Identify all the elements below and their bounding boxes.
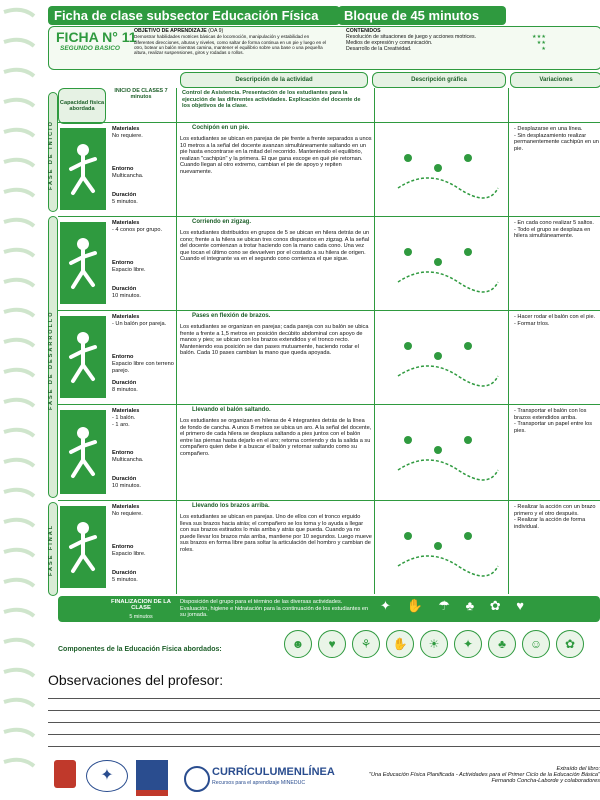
curriculum-logo-text: CURRÍCULUMENLÍNEA bbox=[212, 766, 335, 778]
variaciones-text: - En cada cono realizar 5 saltos. - Todo el grupo se desplaza en hilera simultáneamente. bbox=[514, 220, 594, 240]
phase-label-desarrollo: FASE DE DESARROLLO bbox=[48, 310, 54, 410]
col-grafica: Descripción gráfica bbox=[372, 72, 506, 88]
curriculum-logo-sub: Recursos para el aprendizaje MINEDUC bbox=[212, 780, 306, 786]
component-icon-1: ☻ bbox=[284, 630, 312, 658]
activity-description: Los estudiantes se ubican en parejas. Uno de ellos con el tronco erguido lleva sus brazos hacia atrás; el compañero se los toma y lo ayuda a llegar con sus brazos estirados lo más arriba y atrás que pueda. Cuando ya no puede llevar los brazos más arriba, mantiene por 10 segundos. Luego mueve sus brazos en forma libre para soltar la articulación del hombro y cambian de roles. bbox=[180, 514, 372, 553]
obs-line bbox=[48, 734, 600, 735]
materiales-value: - Un balón por pareja. bbox=[112, 321, 167, 327]
capacidad-figure bbox=[60, 222, 106, 304]
contenido-stars: ★★ bbox=[536, 40, 546, 47]
activity-diagram-icon bbox=[378, 222, 506, 302]
materiales-value: - 1 balón. - 1 aro. bbox=[112, 415, 136, 428]
child-figure-icon bbox=[65, 235, 101, 291]
child-figure-icon bbox=[65, 519, 101, 575]
col-inicio: INICIO DE CLASES 7 minutos bbox=[114, 88, 168, 100]
university-logo: ✦ bbox=[86, 760, 128, 792]
phase-label-inicio: FASE DE INICIO bbox=[48, 120, 54, 190]
duracion-value: 10 minutos. bbox=[112, 293, 141, 299]
activity-title: Pases en flexión de brazos. bbox=[192, 313, 271, 319]
obs-line bbox=[48, 710, 600, 711]
entorno-label: Entorno bbox=[112, 544, 134, 550]
duracion-value: 5 minutos. bbox=[112, 577, 138, 583]
materiales-label: Materiales bbox=[112, 220, 140, 226]
materiales-label: Materiales bbox=[112, 504, 140, 510]
duracion-label: Duración bbox=[112, 286, 137, 292]
curriculum-logo-icon bbox=[184, 766, 210, 792]
component-icon-7: ♣ bbox=[488, 630, 516, 658]
duracion-label: Duración bbox=[112, 570, 137, 576]
contenidos-label: CONTENIDOS bbox=[346, 28, 381, 34]
activity-diagram-icon bbox=[378, 128, 506, 208]
ficha-number: FICHA N° 11 bbox=[56, 29, 137, 45]
mineduc-logo bbox=[136, 760, 168, 796]
variaciones-text: - Hacer rodar el balón con el pie. - Formar tríos. bbox=[514, 314, 596, 327]
activity-diagram-icon bbox=[378, 316, 506, 396]
duracion-value: 5 minutos. bbox=[112, 199, 138, 205]
capacidad-figure bbox=[60, 506, 106, 588]
observaciones-label: Observaciones del profesor: bbox=[48, 672, 224, 688]
component-icon-2: ♥ bbox=[318, 630, 346, 658]
components-label: Componentes de la Educación Física abordados: bbox=[58, 646, 222, 653]
activity-title: Llevando los brazos arriba. bbox=[192, 503, 270, 509]
objetivo-code: (OA 9) bbox=[208, 28, 224, 34]
activity-description: Los estudiantes se organizan en parejas; cada pareja con su balón se ubica frente a frente a 1,5 metros en posición decúbito abdominal con apoyo de manos y pies; se ubican con los brazos extendidos y el tronco recto. Manteniendo esa posición se dan pases mutuamente, haciendo rodar el balón. Cada 10 pases cambian la mano que queda apoyada. bbox=[180, 324, 369, 357]
chile-seal-logo bbox=[54, 760, 76, 788]
col-variaciones: Variaciones bbox=[510, 72, 600, 88]
contenido-stars: ★★★ bbox=[532, 34, 546, 41]
materiales-label: Materiales bbox=[112, 314, 140, 320]
source-line-2: "Una Educación Física Planificada - Actividades para el Primer Ciclo de la Educación Básica" bbox=[368, 772, 600, 778]
materiales-label: Materiales bbox=[112, 126, 140, 132]
materiales-value: - 4 conos por grupo. bbox=[112, 227, 163, 233]
activity-graphic bbox=[378, 506, 506, 586]
intro-text: Control de Asistencia. Presentación de los estudiantes para la ejecución de las diferentes actividades. Explicación del docente de los objetivos de la clase. bbox=[182, 90, 361, 110]
materiales-value: No requiere. bbox=[112, 133, 143, 139]
child-figure-icon bbox=[65, 329, 101, 385]
final-label: FINALIZACION DE LA CLASE bbox=[111, 599, 171, 611]
final-icons: ✦ ✋ ☂ ♣ ✿ ♥ bbox=[380, 598, 530, 613]
entorno-label: Entorno bbox=[112, 450, 134, 456]
activity-graphic bbox=[378, 222, 506, 302]
variaciones-text: - Desplazarse en una línea. - Sin desplazamiento realizar permanentemente cachipún en un pie. bbox=[514, 126, 599, 152]
duracion-value: 10 minutos. bbox=[112, 483, 141, 489]
entorno-value: Espacio libre con terreno parejo. bbox=[112, 361, 174, 374]
entorno-value: Multicancha. bbox=[112, 173, 144, 179]
objetivo-text: Demostrar habilidades motrices básicas de locomoción, manipulación y estabilidad en diferentes direcciones, alturas y niveles, como saltar de forma continua en un pie y luego en el otro, botear un balón mientras camina, mantener el equilibrio sobre una base o una pequeña altura, realizar suspensiones, giros y rodadas o rollos. bbox=[134, 34, 327, 56]
obs-line bbox=[48, 722, 600, 723]
activity-title: Llevando el balón saltando. bbox=[192, 407, 271, 413]
contenido-text: Desarrollo de la Creatividad. bbox=[346, 46, 412, 53]
obs-line bbox=[48, 698, 600, 699]
block-title: Bloque de 45 minutos bbox=[338, 6, 506, 25]
capacidad-figure bbox=[60, 410, 106, 494]
col-actividad: Descripción de la actividad bbox=[180, 72, 368, 88]
duracion-label: Duración bbox=[112, 476, 137, 482]
obs-line bbox=[48, 746, 600, 747]
contenido-text: Resolución de situaciones de juego y acciones motrices. bbox=[346, 34, 477, 41]
objetivo-label: OBJETIVO DE APRENDIZAJE bbox=[134, 28, 207, 34]
source-block bbox=[336, 766, 600, 784]
column-divider bbox=[374, 88, 375, 594]
column-divider bbox=[176, 88, 177, 594]
duracion-label: Duración bbox=[112, 192, 137, 198]
contenido-text: Medios de expresión y comunicación. bbox=[346, 40, 433, 47]
source-line-3: Fernando Concha-Laborde y colaboradores bbox=[491, 778, 600, 784]
component-icon-4: ✋ bbox=[386, 630, 414, 658]
final-text: Disposición del grupo para el término de las diversas actividades. Evaluación, higiene e hidratación para la continuación de los estudiantes en su jornada. bbox=[180, 599, 369, 619]
page-title: Ficha de clase subsector Educación Física bbox=[48, 6, 340, 25]
entorno-value: Espacio libre. bbox=[112, 551, 146, 557]
entorno-label: Entorno bbox=[112, 260, 134, 266]
source-line-1: Extraído del libro: bbox=[556, 766, 600, 772]
contenidos-block bbox=[346, 28, 546, 53]
contenido-item bbox=[346, 46, 546, 52]
components-icons bbox=[284, 630, 600, 664]
activity-description: Los estudiantes se ubican en parejas de pie frente a frente separados a unos 10 metros a la señal del docente avanzan simultáneamente saltando en un pie hasta encontrarse en la mitad del recorrido. Manteniendo el equilibrio, realizan "cachipún" y la primera. El que gana escoge en qué pie retornan. Cuando llegan al otro extremo, cambian el pie de apoyo y repiten nuevamente. bbox=[180, 136, 372, 175]
activity-diagram-icon bbox=[378, 410, 506, 492]
capacidad-figure bbox=[60, 316, 106, 398]
component-icon-9: ✿ bbox=[556, 630, 584, 658]
activity-graphic bbox=[378, 316, 506, 396]
component-icon-5: ☀ bbox=[420, 630, 448, 658]
duracion-label: Duración bbox=[112, 380, 137, 386]
phase-label-final: FASE FINAL bbox=[48, 523, 54, 577]
capacidad-figure bbox=[60, 128, 106, 210]
spiral-binding bbox=[0, 0, 40, 800]
duracion-value: 8 minutos. bbox=[112, 387, 138, 393]
objetivo-block bbox=[134, 28, 330, 56]
activity-graphic bbox=[378, 410, 506, 492]
final-time: 5 minutos bbox=[129, 614, 153, 620]
materiales-value: No requiere. bbox=[112, 511, 143, 517]
contenido-stars: ★ bbox=[541, 46, 546, 53]
variaciones-text: - Transportar el balón con los brazos extendidos arriba. - Transportar un papel entre los pies. bbox=[514, 408, 593, 434]
activity-description: Los estudiantes distribuidos en grupos de 5 se ubican en hilera detrás de un cono; frente a la hilera se ubican tres conos dispuestos en zigzag. A la señal del docente comienzan a trotar haciendo con la mano cada cono. Una vez que tocan el último cono se devuelven por el costado a su hilera de origen. Cuando el integrante va en el segundo cono comienza el que sigue. bbox=[180, 230, 370, 263]
component-icon-3: ⚘ bbox=[352, 630, 380, 658]
entorno-value: Multicancha. bbox=[112, 457, 144, 463]
activity-diagram-icon bbox=[378, 506, 506, 586]
materiales-label: Materiales bbox=[112, 408, 140, 414]
activity-description: Los estudiantes se organizan en hileras de 4 integrantes detrás de la línea de fondo de cancha. A unos 8 metros se ubica un aro. A la señal del docente, el primero de cada hilera se desplaza saltando a pies juntos con el balón entre las piernas hasta dejarlo en el aro; retorna corriendo y da la salida a su compañero quien debe ir a buscar el balón y retornar saltando como su compañero. bbox=[180, 418, 372, 457]
entorno-value: Espacio libre. bbox=[112, 267, 146, 273]
activity-graphic bbox=[378, 128, 506, 208]
grade-level: SEGUNDO BASICO bbox=[60, 45, 120, 52]
activity-title: Cochipón en un pie. bbox=[192, 125, 250, 131]
variaciones-text: - Realizar la acción con un brazo primero y el otro después. - Realizar la acción de forma individual. bbox=[514, 504, 596, 530]
child-figure-icon bbox=[65, 424, 101, 480]
activity-title: Corriendo en zigzag. bbox=[192, 219, 252, 225]
col-capacidad: Capacidad física abordada bbox=[58, 88, 106, 124]
child-figure-icon bbox=[65, 141, 101, 197]
component-icon-8: ☺ bbox=[522, 630, 550, 658]
component-icon-6: ✦ bbox=[454, 630, 482, 658]
entorno-label: Entorno bbox=[112, 166, 134, 172]
entorno-label: Entorno bbox=[112, 354, 134, 360]
column-divider bbox=[508, 88, 509, 594]
